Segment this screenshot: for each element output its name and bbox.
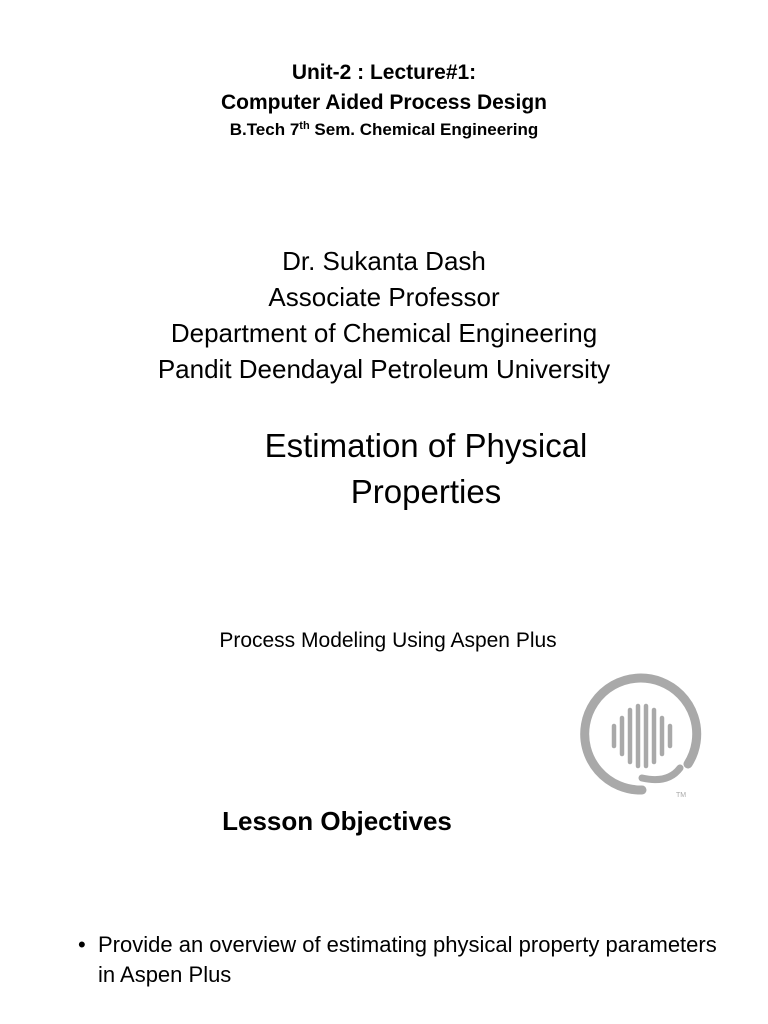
aspen-logo-icon [580,672,705,807]
objective-text: Provide an overview of estimating physical property parameters in Aspen Plus [98,932,717,987]
slide-subtitle: Process Modeling Using Aspen Plus [219,629,557,652]
topic-line-2: Properties [350,473,502,510]
topic-title [120,423,732,515]
author-name: Dr. Sukanta Dash [282,246,486,276]
unit-lecture-title: Unit-2 : Lecture#1: [291,61,477,84]
trademark-mark: TM [676,792,687,799]
aspen-logo-graphic [580,672,705,807]
author-department: Department of Chemical Engineering [170,318,598,348]
author-position: Associate Professor [268,282,500,312]
topic-line-1: Estimation of Physical [264,427,588,464]
course-title: Computer Aided Process Design [221,91,547,114]
program-post: Sem. Chemical Engineering [309,120,539,139]
author-block [0,243,768,387]
program-pre: B.Tech 7 [229,120,300,139]
slide-header [0,58,768,142]
objectives-list [78,930,718,990]
ordinal-suffix: th [299,120,310,132]
objectives-heading: Lesson Objectives [222,806,452,836]
author-university: Pandit Deendayal Petroleum University [157,354,611,384]
program-semester [0,118,768,142]
list-item [78,930,718,990]
bullet-icon: • [78,932,86,957]
